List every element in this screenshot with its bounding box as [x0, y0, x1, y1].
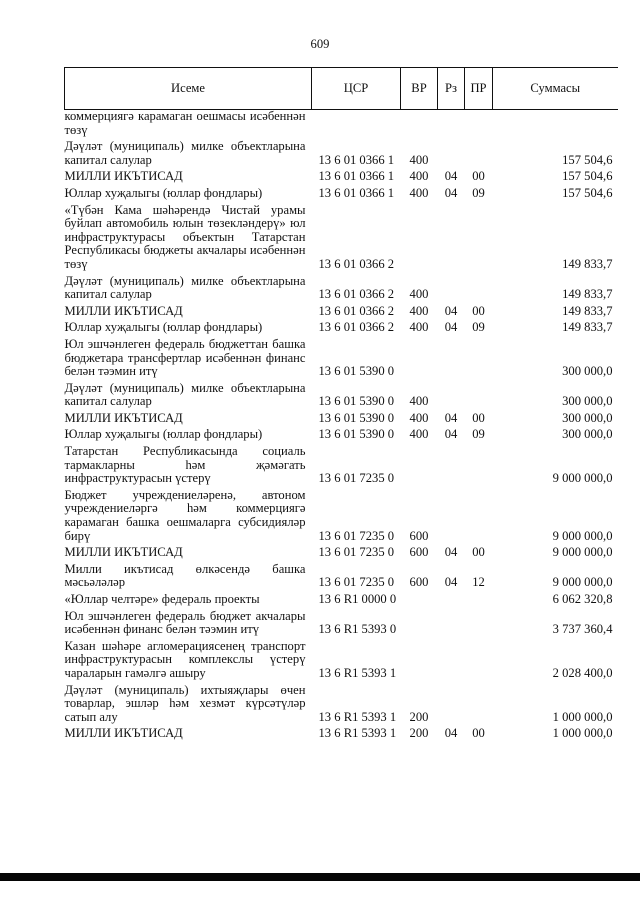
cell-sum: 3 737 360,4	[552, 622, 613, 637]
cell-csr: 13 6 01 0366 1	[318, 152, 395, 167]
cell-rz: 04	[444, 303, 458, 318]
cell-rz	[438, 140, 465, 170]
cell-rz	[438, 275, 465, 305]
cell-rz: 04	[444, 575, 458, 590]
cell-rz	[438, 684, 465, 728]
table-row	[65, 727, 618, 744]
cell-csr: 13 6 R1 5393 1	[318, 665, 397, 680]
table-header-row	[65, 68, 618, 110]
cell-rz: 04	[444, 726, 458, 741]
table-row	[65, 338, 618, 382]
cell-pr: 00	[472, 545, 485, 560]
cell-sum: 157 504,6	[562, 169, 613, 184]
table-row	[65, 563, 618, 593]
cell-name: Дәүләт (муниципаль) ихтыяҗлары өчен товарлар, эшләр һәм хезмәт күрсәтүләр сатып алу	[64, 682, 306, 724]
cell-sum: 1 000 000,0	[552, 726, 613, 741]
table-row	[65, 204, 618, 275]
cell-csr: 13 6 01 0366 2	[318, 320, 395, 335]
table-row	[65, 305, 618, 322]
table-body	[65, 110, 618, 744]
cell-sum: 9 000 000,0	[552, 545, 613, 560]
cell-vr: 400	[409, 410, 429, 425]
cell-rz	[438, 489, 465, 546]
cell-rz: 04	[444, 427, 458, 442]
cell-csr: 13 6 01 5390 0	[318, 364, 395, 379]
cell-sum: 300 000,0	[562, 427, 613, 442]
cell-pr: 12	[472, 575, 485, 590]
table-row	[65, 140, 618, 170]
cell-csr: 13 6 R1 5393 1	[318, 709, 397, 724]
cell-csr: 13 6 01 5390 0	[318, 427, 395, 442]
cell-pr: 09	[472, 185, 485, 200]
cell-vr: 400	[409, 287, 429, 302]
cell-csr: 13 6 R1 5393 0	[318, 622, 397, 637]
cell-sum: 157 504,6	[562, 185, 613, 200]
cell-name: Татарстан Республикасында социаль тармакларны һәм җәмәгать инфраструктурасын үстерү	[64, 444, 306, 486]
cell-csr: 13 6 R1 0000 0	[318, 592, 397, 606]
cell-rz	[438, 382, 465, 412]
cell-pr	[465, 489, 493, 546]
table-row	[65, 593, 618, 610]
cell-vr	[401, 445, 438, 489]
cell-vr	[401, 110, 438, 141]
cell-sum: 300 000,0	[562, 364, 613, 379]
cell-name: Дәүләт (муниципаль) милке объектларына капитал салулар	[64, 273, 306, 302]
cell-csr: 13 6 01 0366 2	[318, 256, 395, 271]
cell-csr: 13 6 01 0366 2	[318, 287, 395, 302]
table-row	[65, 110, 618, 141]
cell-vr: 400	[409, 185, 429, 200]
cell-name: Юл эшчәнлеген федераль бюджет акчалары исәбеннән финанс белән тәэмин итү	[64, 608, 306, 637]
cell-csr: 13 6 01 0366 1	[318, 185, 395, 200]
cell-sum: 300 000,0	[562, 394, 613, 409]
cell-rz	[438, 338, 465, 382]
cell-pr	[465, 382, 493, 412]
cell-rz: 04	[444, 169, 458, 184]
table-row	[65, 489, 618, 546]
cell-vr	[401, 640, 438, 684]
header-pr: ПР	[465, 68, 493, 110]
cell-sum: 6 062 320,8	[552, 592, 613, 606]
cell-pr: 00	[472, 169, 485, 184]
cell-csr: 13 6 01 7235 0	[318, 575, 395, 590]
cell-name: МИЛЛИ ИКЪТИСАД	[64, 726, 183, 741]
cell-csr: 13 6 01 0366 1	[318, 169, 395, 184]
cell-rz: 04	[444, 185, 458, 200]
cell-pr	[465, 445, 493, 489]
table-row	[65, 412, 618, 429]
budget-table	[64, 67, 618, 744]
cell-name: «Түбән Кама шәһәрендә Чистай урамы буйлап автомобиль юлын төзекләндерү» юл инфраструктурасы объектын Татарстан Республикасы бюджеты акчалары исәбеннән төзү	[64, 202, 306, 271]
header-rz: Рз	[438, 68, 465, 110]
table-row	[65, 170, 618, 187]
cell-vr	[401, 204, 438, 275]
cell-sum: 149 833,7	[562, 320, 613, 335]
cell-name: МИЛЛИ ИКЪТИСАД	[64, 410, 183, 425]
cell-vr: 600	[409, 528, 429, 543]
table-row	[65, 546, 618, 563]
cell-pr	[465, 593, 493, 610]
cell-name: МИЛЛИ ИКЪТИСАД	[64, 545, 183, 560]
cell-sum	[493, 110, 618, 141]
cell-name: «Юллар челтәре» федераль проекты	[64, 592, 260, 606]
cell-pr	[465, 338, 493, 382]
header-vr: ВР	[401, 68, 438, 110]
cell-vr: 400	[409, 427, 429, 442]
cell-pr	[465, 140, 493, 170]
cell-pr	[465, 610, 493, 640]
cell-csr: 13 6 01 7235 0	[318, 471, 395, 486]
page-number: 609	[310, 37, 330, 51]
cell-vr	[401, 338, 438, 382]
cell-csr: 13 6 01 7235 0	[318, 528, 395, 543]
cell-vr	[401, 593, 438, 610]
cell-rz	[438, 610, 465, 640]
cell-csr: 13 6 R1 5393 1	[318, 726, 397, 741]
cell-name: Бюджет учреждениеләренә, автоном учреждениеләргә һәм коммерциягә карамаган башка оешмаларга субсидияләр бирү	[64, 487, 306, 543]
cell-name: Дәүләт (муниципаль) милке объектларына капитал салулар	[64, 139, 306, 167]
cell-rz	[438, 110, 465, 141]
cell-vr: 400	[409, 320, 429, 335]
cell-name: Юллар хуҗалыгы (юллар фондлары)	[64, 320, 263, 335]
cell-pr: 09	[472, 320, 485, 335]
cell-rz	[438, 640, 465, 684]
cell-vr: 400	[409, 394, 429, 409]
cell-name: МИЛЛИ ИКЪТИСАД	[64, 303, 183, 318]
table-row	[65, 684, 618, 728]
cell-csr: 13 6 01 7235 0	[318, 545, 395, 560]
cell-csr: 13 6 01 5390 0	[318, 394, 395, 409]
cell-sum: 157 504,6	[562, 152, 613, 167]
cell-csr: 13 6 01 0366 2	[318, 303, 395, 318]
cell-name: Юллар хуҗалыгы (юллар фондлары)	[64, 427, 263, 442]
cell-sum: 1 000 000,0	[552, 709, 613, 724]
cell-pr: 00	[472, 303, 485, 318]
cell-vr: 400	[409, 152, 429, 167]
cell-pr	[465, 204, 493, 275]
cell-sum: 149 833,7	[562, 256, 613, 271]
cell-vr: 400	[409, 169, 429, 184]
cell-name: Юл эшчәнлеген федераль бюджеттан башка бюджетара трансфертлар исәбеннән финанс белән тәэмин итү	[64, 336, 306, 379]
table-row	[65, 382, 618, 412]
header-sum: Суммасы	[493, 68, 618, 110]
header-csr: ЦСР	[312, 68, 401, 110]
cell-rz	[438, 204, 465, 275]
cell-rz: 04	[444, 320, 458, 335]
table-row	[65, 640, 618, 684]
cell-rz: 04	[444, 410, 458, 425]
header-name: Исеме	[65, 68, 312, 110]
cell-name: Милли икътисад өлкәсендә башка мәсьәләләр	[64, 561, 306, 590]
table-row	[65, 445, 618, 489]
cell-vr: 600	[409, 545, 429, 560]
table-row	[65, 275, 618, 305]
cell-csr: 13 6 01 5390 0	[318, 410, 395, 425]
table-row	[65, 321, 618, 338]
scan-edge-bar	[0, 873, 640, 881]
cell-sum: 149 833,7	[562, 303, 613, 318]
cell-sum: 149 833,7	[562, 287, 613, 302]
cell-pr: 00	[472, 410, 485, 425]
cell-name: Юллар хуҗалыгы (юллар фондлары)	[64, 185, 263, 200]
cell-pr: 09	[472, 427, 485, 442]
cell-rz: 04	[444, 545, 458, 560]
cell-pr	[465, 640, 493, 684]
table-row	[65, 187, 618, 204]
cell-name: Дәүләт (муниципаль) милке объектларына капитал салулар	[64, 380, 306, 409]
cell-sum: 9 000 000,0	[552, 575, 613, 590]
cell-csr	[312, 110, 401, 141]
cell-pr	[465, 684, 493, 728]
cell-name: МИЛЛИ ИКЪТИСАД	[64, 169, 183, 184]
cell-pr	[465, 275, 493, 305]
cell-rz	[438, 593, 465, 610]
cell-sum: 300 000,0	[562, 410, 613, 425]
table-row	[65, 610, 618, 640]
cell-vr: 400	[409, 303, 429, 318]
cell-sum: 9 000 000,0	[552, 528, 613, 543]
cell-vr: 600	[409, 575, 429, 590]
cell-pr	[465, 110, 493, 141]
cell-rz	[438, 445, 465, 489]
cell-sum: 2 028 400,0	[552, 665, 613, 680]
cell-name: коммерциягә карамаган оешмасы исәбеннән төзү	[64, 109, 306, 137]
cell-sum: 9 000 000,0	[552, 471, 613, 486]
cell-vr	[401, 610, 438, 640]
table-row	[65, 428, 618, 445]
cell-vr: 200	[409, 709, 429, 724]
cell-name: Казан шәһәре агломерациясенең транспорт инфраструктурасын комплекслы үстерү чараларын гамәлгә ашыру	[64, 638, 306, 680]
cell-vr: 200	[409, 726, 429, 741]
cell-pr: 00	[472, 726, 485, 741]
